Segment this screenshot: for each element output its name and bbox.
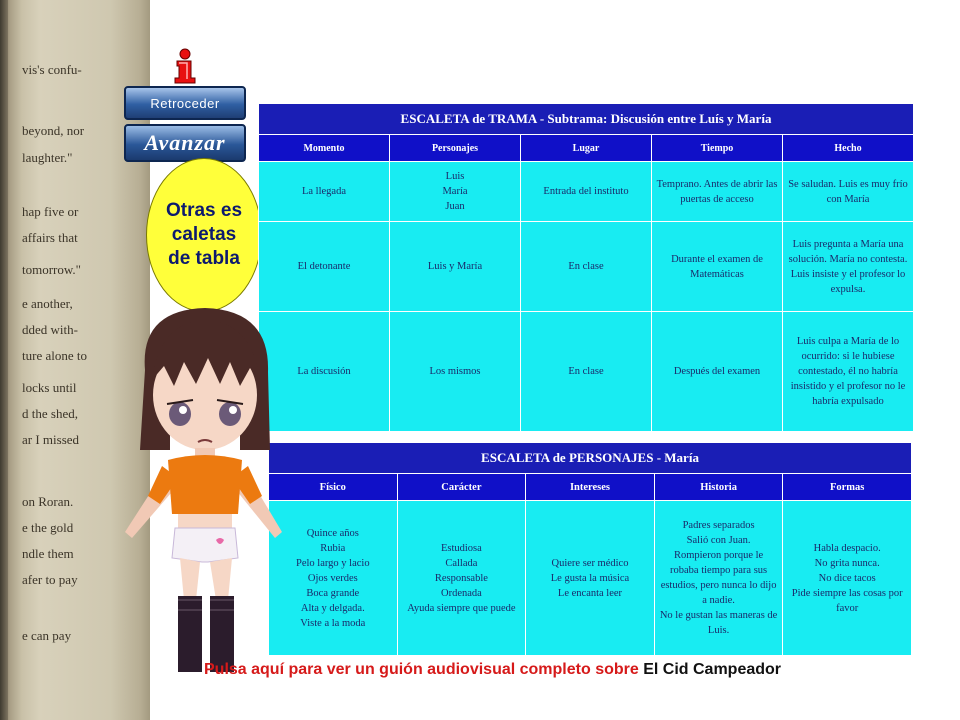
book-text-line: on Roran. <box>22 494 74 509</box>
book-text-line: ar I missed <box>22 432 80 447</box>
plot-table-header: Tiempo <box>652 135 783 162</box>
character-table-header: Físico <box>269 474 398 501</box>
cid-script-link[interactable] <box>204 661 781 679</box>
cid-link-highlight: El Cid Campeador <box>643 661 782 678</box>
plot-table-cell: Se saludan. Luis es muy frío con María <box>783 162 914 222</box>
book-text-line: beyond, nor <box>22 123 85 138</box>
plot-table-header: Hecho <box>783 135 914 162</box>
plot-outline-table <box>258 103 914 432</box>
book-text-line: afer to pay <box>22 572 78 587</box>
book-text-line: e another, <box>22 296 73 311</box>
book-text-line: laughter." <box>22 150 73 165</box>
character-table-title: ESCALETA de PERSONAJES - María <box>269 443 912 474</box>
back-button[interactable] <box>124 86 246 120</box>
plot-table-row <box>259 162 914 222</box>
plot-table-cell: Luis pregunta a María una solución. María no contesta. Luis insiste y el profesor lo expulsa. <box>783 222 914 312</box>
character-table-cell: Quiere ser médico Le gusta la música Le encanta leer <box>526 501 655 656</box>
next-button-label: Avanzar <box>144 130 226 155</box>
plot-table-title: ESCALETA de TRAMA - Subtrama: Discusión entre Luís y María <box>259 104 914 135</box>
character-table-cell: Estudiosa Callada Responsable Ordenada Ayuda siempre que puede <box>397 501 526 656</box>
other-tables-bubble[interactable] <box>146 158 262 312</box>
book-text-line: locks until <box>22 380 77 395</box>
plot-table-header: Momento <box>259 135 390 162</box>
plot-table-header: Personajes <box>390 135 521 162</box>
character-table-header: Intereses <box>526 474 655 501</box>
plot-table-header: Lugar <box>521 135 652 162</box>
plot-table-cell: En clase <box>521 312 652 432</box>
book-text-line: e the gold <box>22 520 74 535</box>
plot-table-cell: Durante el examen de Matemáticas <box>652 222 783 312</box>
plot-table-cell: Luis culpa a María de lo ocurrido: si le hubiese contestado, él no habría insistido y el profesor no le habría expulsado <box>783 312 914 432</box>
back-button-label: Retroceder <box>150 95 220 111</box>
book-text-line: vis's confu- <box>22 62 82 77</box>
book-text-line: dded with- <box>22 322 78 337</box>
info-i-logo <box>170 48 200 84</box>
plot-table-cell: Después del examen <box>652 312 783 432</box>
book-text-line: tomorrow." <box>22 262 81 277</box>
character-table-header: Formas <box>783 474 912 501</box>
plot-table-cell: La llegada <box>259 162 390 222</box>
character-table-row <box>269 501 912 656</box>
plot-table-cell: Luis y María <box>390 222 521 312</box>
plot-table-cell: En clase <box>521 222 652 312</box>
plot-table-row <box>259 222 914 312</box>
plot-table-cell: Entrada del instituto <box>521 162 652 222</box>
character-table-cell: Quince años Rubia Pelo largo y lacio Ojos verdes Boca grande Alta y delgada. Viste a la moda <box>269 501 398 656</box>
girl-character-illustration <box>120 300 290 695</box>
book-text-line: hap five or <box>22 204 79 219</box>
character-outline-table <box>268 442 912 656</box>
book-text-line: ture alone to <box>22 348 87 363</box>
plot-table-cell: El detonante <box>259 222 390 312</box>
character-table-cell: Habla despacio. No grita nunca. No dice tacos Pide siempre las cosas por favor <box>783 501 912 656</box>
book-text-line: affairs that <box>22 230 78 245</box>
book-spine <box>0 0 8 720</box>
book-text-line: d the shed, <box>22 406 78 421</box>
plot-table-row <box>259 312 914 432</box>
plot-table-cell: La discusión <box>259 312 390 432</box>
plot-table-cell: Los mismos <box>390 312 521 432</box>
character-table-header: Carácter <box>397 474 526 501</box>
book-text-line: e can pay <box>22 628 72 643</box>
bubble-text: Otras escaletas de tabla <box>165 200 243 269</box>
character-table-cell: Padres separados Salió con Juan. Rompieron porque le robaba tiempo para sus estudios, pero nunca lo dijo a nadie. No le gustan las maneras de Luis. <box>654 501 783 656</box>
book-text-line: ndle them <box>22 546 74 561</box>
next-button[interactable] <box>124 124 246 162</box>
cid-link-prefix: Pulsa aquí para ver un guión audiovisual completo sobre <box>204 661 644 678</box>
character-table-header: Historia <box>654 474 783 501</box>
plot-table-cell: Temprano. Antes de abrir las puertas de acceso <box>652 162 783 222</box>
plot-table-cell: Luis María Juan <box>390 162 521 222</box>
